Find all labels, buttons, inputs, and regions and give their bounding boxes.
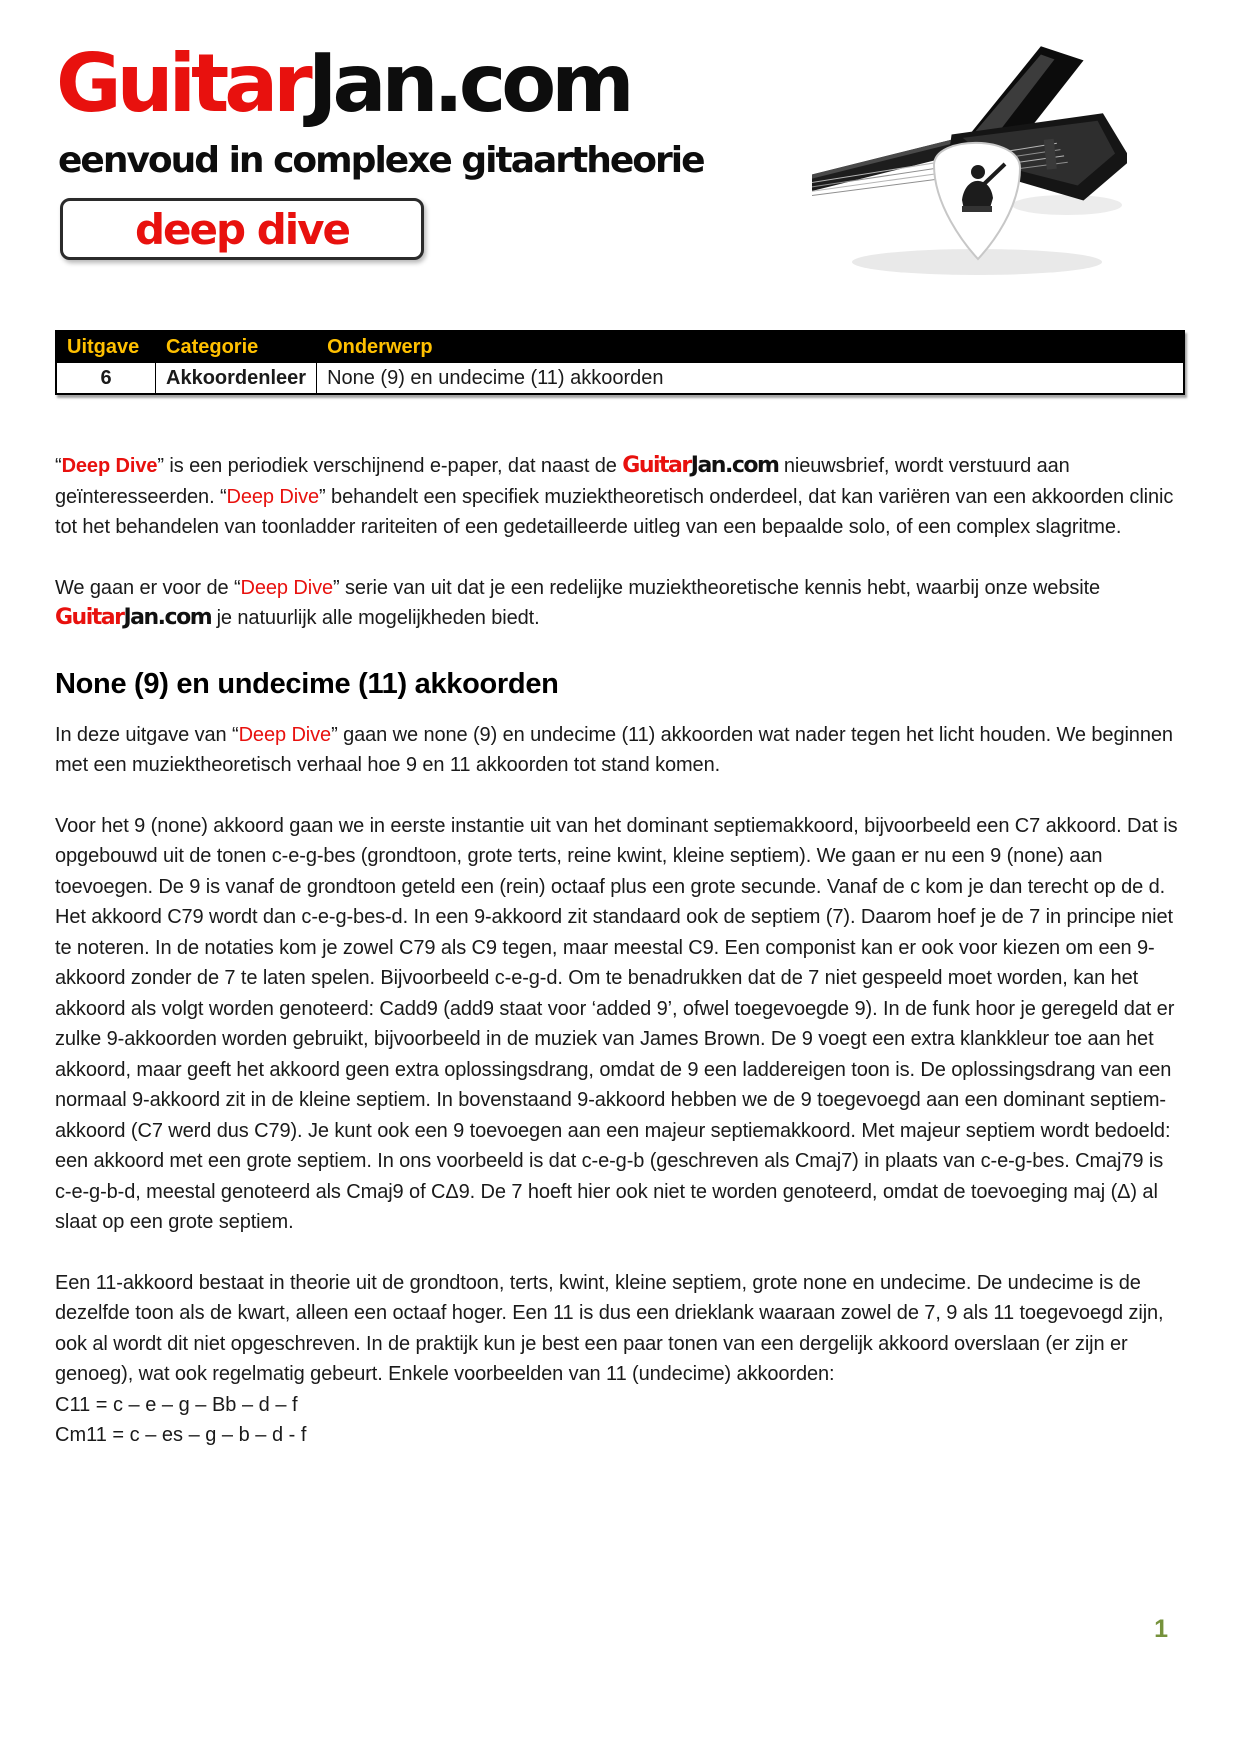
text-segment: In deze uitgave van “ [55,723,239,746]
text-segment: “ [55,455,62,477]
inline-logo-jancom: Jan.com [690,453,779,478]
deep-dive-badge [60,198,424,260]
guitar-and-pick-image [812,40,1127,290]
issue-info-table [55,330,1185,395]
paragraph-intro-2 [55,573,1185,634]
deep-dive-highlight: Deep Dive [226,485,320,508]
deep-dive-badge-label: deep dive [134,204,350,254]
paragraph-intro-1 [55,451,1185,543]
issue-table-data-row [56,363,1184,395]
logo-text-jancom: Jan.com [307,37,630,130]
deep-dive-highlight: Deep Dive [61,455,158,477]
paragraph-topic-intro [55,720,1185,781]
paragraph-undecime-theory: Een 11-akkoord bestaat in theorie uit de grondtoon, terts, kwint, kleine septiem, grote none en undecime. De undecime is de dezelfde toon als de kwart, alleen een octaaf hoger. Een 11 is dus een drieklank waaraan zowel de 7, 9 als 11 toegevoegd zijn, ook al wordt dit niet opgeschreven. In de praktijk kun je best een paar tonen van een dergelijk akkoord overslaan (er zijn er genoeg), wat ook regelmatig gebeurt. Enkele voorbeelden van 11 (undecime) akkoorden: [55,1271,1164,1385]
col-header-uitgave: Uitgave [56,331,156,363]
cell-onderwerp: None (9) en undecime (11) akkoorden [317,363,1184,395]
text-segment: ” gaan we none (9) en undecime (11) akkoorden wat nader tegen het licht houden. We beginnen met een muziektheoretisch verhaal hoe 9 en 11 akkoorden tot stand komen. [55,723,1173,776]
cell-uitgave: 6 [56,363,156,395]
col-header-onderwerp: Onderwerp [317,331,1184,363]
text-segment: ” serie van uit dat je een redelijke muziektheoretische kennis hebt, waarbij onze website [333,576,1101,599]
issue-table-header-row [56,331,1184,363]
inline-logo-jancom: Jan.com [123,605,212,630]
col-header-categorie: Categorie [156,331,317,363]
site-tagline: eenvoud in complexe gitaartheorie [58,140,704,181]
text-segment: ” is een periodiek verschijnend e-paper, dat naast de [157,455,623,477]
chord-example-c11: C11 = c – e – g – Bb – d – f [55,1393,298,1416]
deep-dive-highlight: Deep Dive [238,723,332,746]
deep-dive-highlight: Deep Dive [240,576,333,599]
document-body [55,330,1185,1451]
site-logo [56,37,630,130]
text-segment: ” behandelt een specifiek muziektheoretisch onderdeel, dat kan variëren van een akkoorden clinic tot het behandelen van toonladder rariteiten of een gedetailleerde uitleg van een bepaalde solo, of een complex slagritme. [55,485,1174,538]
inline-logo-guitar: Guitar [55,605,124,630]
cell-categorie: Akkoordenleer [156,363,317,395]
logo-text-guitar: Guitar [56,37,308,130]
text-segment: nieuwsbrief, wordt verstuurd aan geïnteresseerden. “ [55,455,1070,508]
inline-logo-guitar: Guitar [622,453,691,478]
paragraph-none-theory: Voor het 9 (none) akkoord gaan we in eerste instantie uit van het dominant septiemakkoord, bijvoorbeeld een C7 akkoord. Dat is opgebouwd uit de tonen c-e-g-bes (grondtoon, grote terts, reine kwint, kleine septiem). We gaan er nu een 9 (none) aan toevoegen. De 9 is vanaf de grondtoon geteld een (rein) octaaf plus een grote secunde. Vanaf de c kom je dan terecht op de d. Het akkoord C79 wordt dan c-e-g-bes-d. In een 9-akkoord zit standaard ook de septiem (7). Daarom hoef je de 7 in principe niet te noteren. In de notaties kom je zowel C79 als C9 tegen, maar meestal C9. Een componist kan er ook voor kiezen om een 9-akkoord zonder de 7 te laten spelen. Bijvoorbeeld c-e-g-d. Om te benadrukken dat de 7 niet gespeeld moet worden, kan het akkoord als volgt worden genoteerd: Cadd9 (add9 staat voor ‘added 9’, ofwel toegevoegde 9). In de funk hoor je geregeld dat er zulke 9-akkoorden worden gebruikt, bijvoorbeeld in de muziek van James Brown. De 9 voegt een extra klankkleur toe aan het akkoord, maar geeft het akkoord geen extra oplossingsdrang, omdat de 9 een laddereigen toon is. De oplossingsdrang van een normaal 9-akkoord zit in de kleine septiem. In bovenstaand 9-akkoord hebben we de 9 toegevoegd aan een dominant septiem-akkoord (C7 werd dus C79). Je kunt ook een 9 toevoegen aan een majeur septiemakkoord. Met majeur septiem wordt bedoeld: een akkoord met een grote septiem. In ons voorbeeld is dat c-e-g-b (geschreven als Cmaj7) in plaats van c-e-g-bes. Cmaj79 is c-e-g-b-d, meestal genoteerd als Cmaj9 of CΔ9. De 7 hoeft hier ook niet te worden genoteerd, omdat de toevoeging maj (Δ) al slaat op een grote septiem. [55,814,1178,1233]
chord-example-cm11: Cm11 = c – es – g – b – d - f [55,1424,307,1446]
page-number: 1 [1154,1615,1168,1643]
text-segment: We gaan er voor de “ [55,576,241,599]
text-segment: je natuurlijk alle mogelijkheden biedt. [211,607,540,629]
section-title: None (9) en undecime (11) akkoorden [55,667,559,700]
